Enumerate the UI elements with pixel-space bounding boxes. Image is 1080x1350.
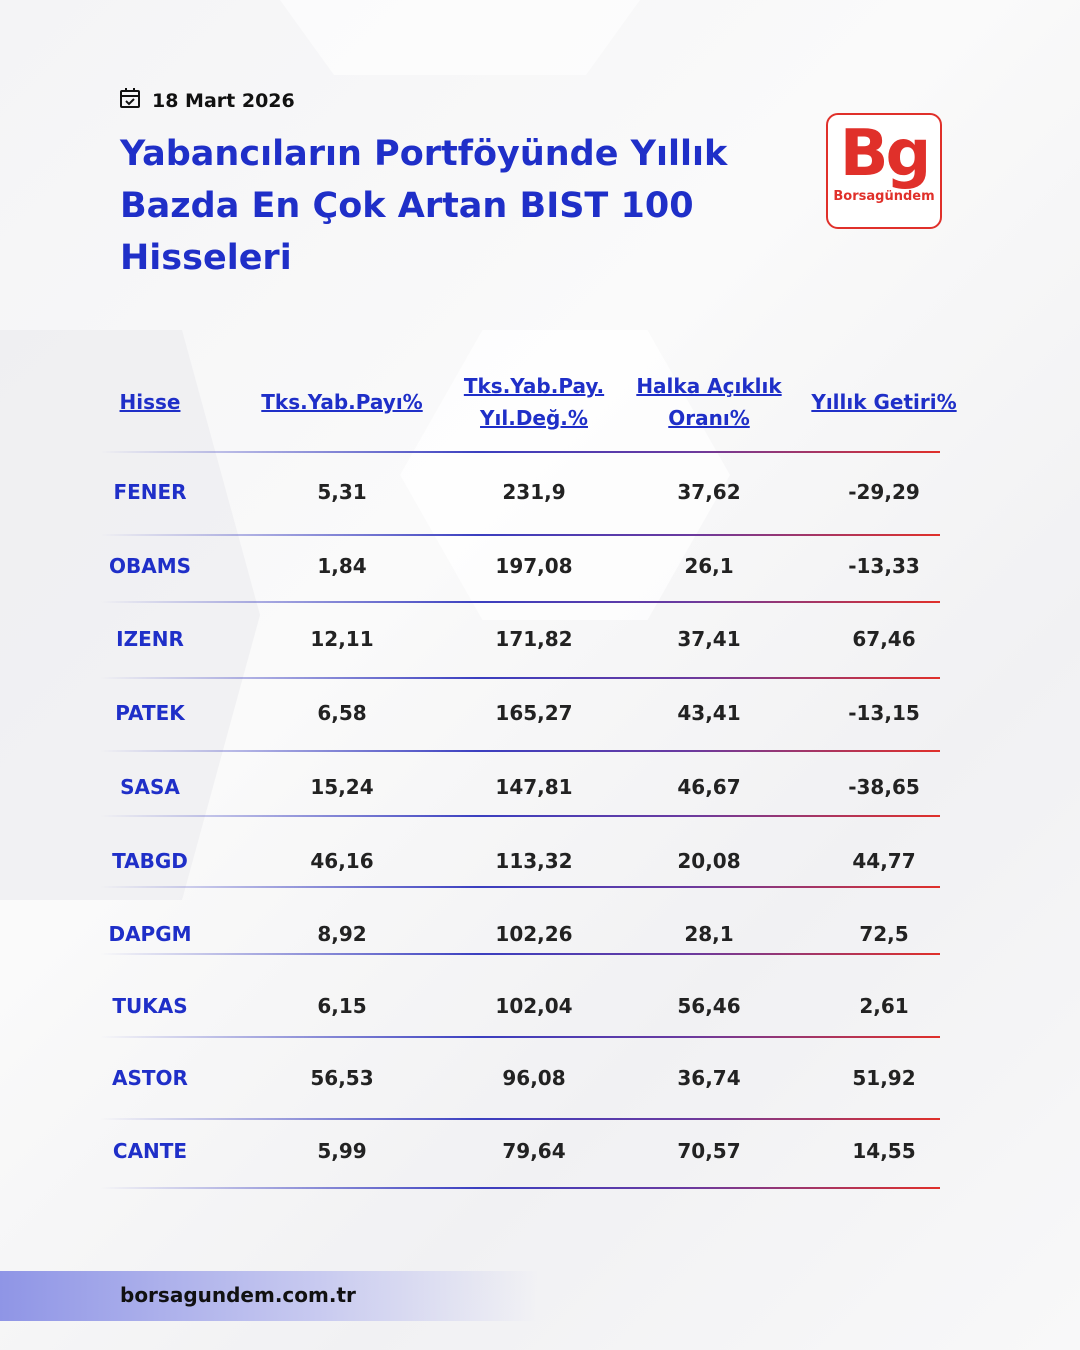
stock-symbol: CANTE xyxy=(112,1139,188,1163)
table-cell: 56,53 xyxy=(310,1066,374,1090)
table-cell: 15,24 xyxy=(310,775,374,799)
table-cell: 5,99 xyxy=(317,1139,367,1163)
table-cell: 67,46 xyxy=(852,627,916,651)
stock-symbol: DAPGM xyxy=(108,922,192,946)
table-cell: 1,84 xyxy=(317,554,367,578)
table-cell: 46,67 xyxy=(677,775,741,799)
table-cell: 171,82 xyxy=(495,627,573,651)
table-cell: -13,33 xyxy=(848,554,920,578)
date-text: 18 Mart 2026 xyxy=(152,89,295,112)
table-cell: 102,26 xyxy=(495,922,573,946)
row-divider xyxy=(100,451,940,453)
table-cell: 44,77 xyxy=(852,849,916,873)
table-cell: 14,55 xyxy=(852,1139,916,1163)
row-divider xyxy=(100,750,940,752)
table-cell: 5,31 xyxy=(317,480,367,504)
table-cell: 43,41 xyxy=(677,701,741,725)
table-cell: 36,74 xyxy=(677,1066,741,1090)
table-cell: -29,29 xyxy=(848,480,920,504)
stock-symbol: ASTOR xyxy=(112,1066,188,1090)
table-cell: 6,58 xyxy=(317,701,367,725)
stock-symbol: IZENR xyxy=(116,627,184,651)
row-divider xyxy=(100,1118,940,1120)
row-divider xyxy=(100,677,940,679)
row-divider xyxy=(100,886,940,888)
background-facet xyxy=(280,0,640,75)
brand-logo: Bg Borsagündem xyxy=(826,113,942,229)
table-cell: -13,15 xyxy=(848,701,920,725)
table-cell: 2,61 xyxy=(859,994,909,1018)
table-cell: 46,16 xyxy=(310,849,374,873)
table-cell: 12,11 xyxy=(310,627,374,651)
row-divider xyxy=(100,1187,940,1189)
footer-url: borsagundem.com.tr xyxy=(120,1283,356,1307)
table-cell: 51,92 xyxy=(852,1066,916,1090)
stock-symbol: OBAMS xyxy=(108,554,192,578)
column-header[interactable]: Yıllık Getiri% xyxy=(811,390,957,414)
row-divider xyxy=(100,534,940,536)
footer-bar xyxy=(0,1271,540,1321)
stock-symbol: TUKAS xyxy=(112,994,188,1018)
column-header[interactable]: Tks.Yab.Payı% xyxy=(261,390,423,414)
table-cell: 37,62 xyxy=(677,480,741,504)
table-cell: 79,64 xyxy=(502,1139,566,1163)
row-divider xyxy=(100,1036,940,1038)
row-divider xyxy=(100,601,940,603)
row-divider xyxy=(100,953,940,955)
column-header[interactable]: Halka Açıklık Oranı% xyxy=(636,374,782,430)
table-cell: 56,46 xyxy=(677,994,741,1018)
stock-symbol: SASA xyxy=(120,775,180,799)
table-cell: 20,08 xyxy=(677,849,741,873)
table-cell: 8,92 xyxy=(317,922,367,946)
table-cell: 113,32 xyxy=(495,849,573,873)
table-cell: 70,57 xyxy=(677,1139,741,1163)
date-label xyxy=(118,86,295,115)
stock-symbol: FENER xyxy=(113,480,187,504)
calendar-icon xyxy=(118,86,142,115)
page-title: Yabancıların Portföyünde Yıllık Bazda En Çok Artan BIST 100 Hisseleri xyxy=(120,134,728,278)
table-cell: 102,04 xyxy=(495,994,573,1018)
table-cell: 147,81 xyxy=(495,775,573,799)
table-cell: 231,9 xyxy=(502,480,566,504)
stock-symbol: PATEK xyxy=(115,701,185,725)
column-header[interactable]: Tks.Yab.Pay. Yıl.Değ.% xyxy=(463,374,605,430)
table-cell: 28,1 xyxy=(684,922,734,946)
stock-symbol: TABGD xyxy=(112,849,188,873)
table-cell: -38,65 xyxy=(848,775,920,799)
table-cell: 197,08 xyxy=(495,554,573,578)
table-cell: 72,5 xyxy=(859,922,909,946)
table-cell: 96,08 xyxy=(502,1066,566,1090)
table-cell: 165,27 xyxy=(495,701,573,725)
table-cell: 37,41 xyxy=(677,627,741,651)
row-divider xyxy=(100,815,940,817)
table-cell: 6,15 xyxy=(317,994,367,1018)
table-cell: 26,1 xyxy=(684,554,734,578)
column-header[interactable]: Hisse xyxy=(119,390,181,414)
